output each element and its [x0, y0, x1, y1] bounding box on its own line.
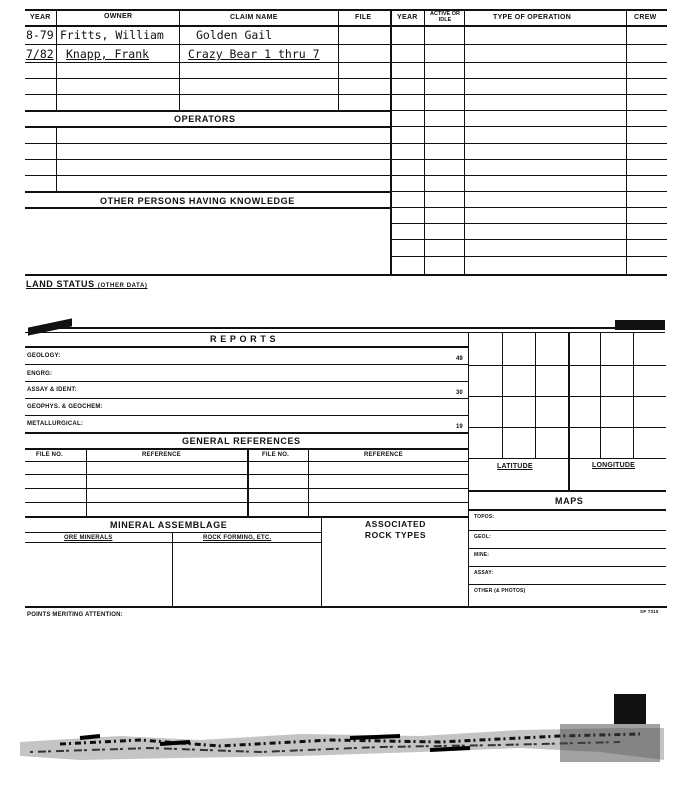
ops-year-header: YEAR [397, 14, 418, 21]
report-metallurgical-num: 19 [456, 424, 463, 430]
report-engrg: ENGRG: [27, 371, 53, 377]
claim-row-1-claim: Golden Gail [196, 28, 273, 42]
report-geology: GEOLOGY: [27, 353, 61, 359]
maps-geol: GEOL: [474, 534, 491, 540]
claim-row-2-owner: Knapp, Frank [66, 47, 150, 61]
ops-type-header: TYPE OF OPERATION [493, 14, 572, 21]
col-file-header: FILE [355, 14, 372, 21]
latitude-label: LATITUDE [497, 463, 533, 470]
report-metallurgical: METALLURGICAL: [27, 421, 84, 427]
col-claim-header: CLAIM NAME [230, 14, 278, 21]
land-status-sub: (OTHER DATA) [97, 283, 148, 289]
claim-row-2-claim: Crazy Bear 1 thru 7 [188, 47, 320, 61]
points-meriting-attention: POINTS MERITING ATTENTION: [27, 612, 123, 618]
claim-row-2-year: 7/82 [26, 47, 54, 61]
report-assay: ASSAY & IDENT: [27, 387, 77, 393]
maps-title: MAPS [555, 496, 584, 506]
col-year-header: YEAR [30, 14, 51, 21]
mineral-title: MINERAL ASSEMBLAGE [110, 520, 228, 530]
ref-col-file1: FILE NO. [36, 452, 63, 458]
claim-row-1-owner: Fritts, William [60, 28, 164, 42]
maps-mine: MINE: [474, 552, 490, 558]
ref-col-file2: FILE NO. [262, 452, 289, 458]
rock-forming-label: ROCK FORMING, ETC. [203, 535, 272, 541]
general-references-title: GENERAL REFERENCES [182, 436, 301, 446]
report-geophys: GEOPHYS. & GEOCHEM: [27, 404, 103, 410]
col-owner-header: OWNER [104, 13, 133, 20]
ref-col-ref1: REFERENCE [142, 452, 181, 458]
reports-title: R E P O R T S [210, 334, 277, 344]
maps-assay: ASSAY: [474, 570, 494, 576]
maps-other: OTHER (& PHOTOS) [474, 588, 526, 594]
land-status-label: LAND STATUS [26, 279, 95, 289]
claim-row-1-year: 8-79 [26, 28, 54, 42]
ops-crew-header: CREW [634, 14, 657, 21]
ops-active-header: ACTIVE OR IDLE [430, 11, 460, 23]
associated-rock-types: ASSOCIATED ROCK TYPES [364, 519, 427, 540]
maps-topos: TOPOS: [474, 514, 495, 520]
form-code: SP 7315 [640, 609, 659, 614]
report-assay-num: 30 [456, 390, 463, 396]
ref-col-ref2: REFERENCE [364, 452, 403, 458]
longitude-label: LONGITUDE [592, 462, 636, 469]
other-persons-title: OTHER PERSONS HAVING KNOWLEDGE [100, 196, 295, 206]
report-geology-num: 49 [456, 356, 463, 362]
ore-minerals-label: ORE MINERALS [64, 535, 113, 541]
operators-title: OPERATORS [174, 114, 236, 124]
